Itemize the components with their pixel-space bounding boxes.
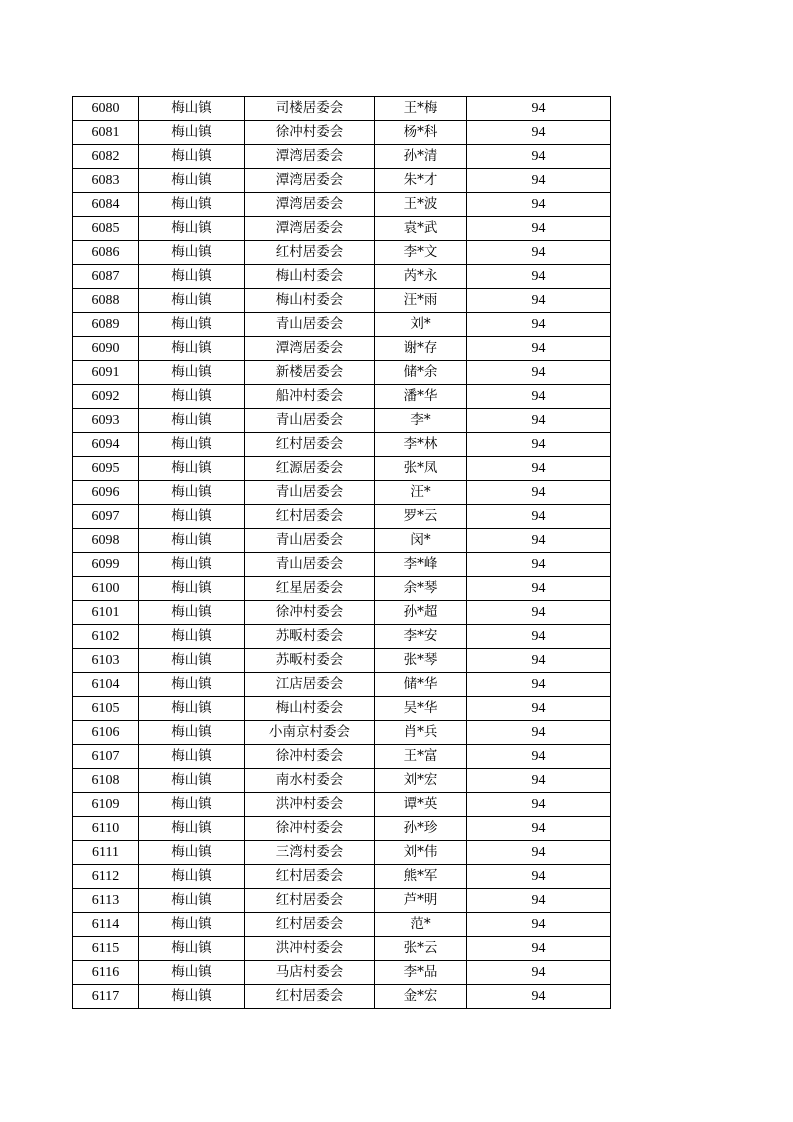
- village-committee-cell: 青山居委会: [245, 481, 375, 505]
- person-name-cell: 谭*英: [375, 793, 467, 817]
- village-committee-cell: 梅山村委会: [245, 265, 375, 289]
- record-number: 6114: [73, 913, 139, 937]
- town-cell: 梅山镇: [139, 985, 245, 1009]
- village-committee-cell: 三湾村委会: [245, 841, 375, 865]
- village-committee-cell: 梅山村委会: [245, 697, 375, 721]
- score-cell: 94: [467, 481, 611, 505]
- village-committee-cell: 司楼居委会: [245, 97, 375, 121]
- person-name-cell: 王*波: [375, 193, 467, 217]
- table-row: [73, 913, 611, 937]
- town-cell: 梅山镇: [139, 841, 245, 865]
- score-cell: 94: [467, 721, 611, 745]
- village-committee-cell: 马店村委会: [245, 961, 375, 985]
- person-name-cell: 孙*清: [375, 145, 467, 169]
- record-number: 6085: [73, 217, 139, 241]
- score-cell: 94: [467, 745, 611, 769]
- town-cell: 梅山镇: [139, 745, 245, 769]
- record-number: 6094: [73, 433, 139, 457]
- score-cell: 94: [467, 289, 611, 313]
- score-cell: 94: [467, 817, 611, 841]
- table-row: [73, 121, 611, 145]
- table-row: [73, 457, 611, 481]
- person-name-cell: 孙*珍: [375, 817, 467, 841]
- table-row: [73, 793, 611, 817]
- person-name-cell: 芮*永: [375, 265, 467, 289]
- person-name-cell: 张*凤: [375, 457, 467, 481]
- person-name-cell: 王*梅: [375, 97, 467, 121]
- village-committee-cell: 红村居委会: [245, 241, 375, 265]
- person-name-cell: 储*余: [375, 361, 467, 385]
- record-number: 6086: [73, 241, 139, 265]
- town-cell: 梅山镇: [139, 433, 245, 457]
- town-cell: 梅山镇: [139, 769, 245, 793]
- town-cell: 梅山镇: [139, 553, 245, 577]
- record-number: 6097: [73, 505, 139, 529]
- village-committee-cell: 红村居委会: [245, 505, 375, 529]
- table-row: [73, 577, 611, 601]
- table-row: [73, 697, 611, 721]
- table-row: [73, 505, 611, 529]
- village-committee-cell: 青山居委会: [245, 529, 375, 553]
- person-name-cell: 杨*科: [375, 121, 467, 145]
- village-committee-cell: 红源居委会: [245, 457, 375, 481]
- records-table-body: [73, 97, 611, 1009]
- score-cell: 94: [467, 697, 611, 721]
- record-number: 6107: [73, 745, 139, 769]
- table-row: [73, 337, 611, 361]
- person-name-cell: 李*文: [375, 241, 467, 265]
- score-cell: 94: [467, 121, 611, 145]
- town-cell: 梅山镇: [139, 121, 245, 145]
- record-number: 6083: [73, 169, 139, 193]
- score-cell: 94: [467, 673, 611, 697]
- record-number: 6102: [73, 625, 139, 649]
- village-committee-cell: 红村居委会: [245, 889, 375, 913]
- table-row: [73, 97, 611, 121]
- table-row: [73, 625, 611, 649]
- score-cell: 94: [467, 193, 611, 217]
- village-committee-cell: 南水村委会: [245, 769, 375, 793]
- village-committee-cell: 江店居委会: [245, 673, 375, 697]
- record-number: 6104: [73, 673, 139, 697]
- score-cell: 94: [467, 553, 611, 577]
- record-number: 6095: [73, 457, 139, 481]
- town-cell: 梅山镇: [139, 457, 245, 481]
- person-name-cell: 肖*兵: [375, 721, 467, 745]
- score-cell: 94: [467, 457, 611, 481]
- table-row: [73, 217, 611, 241]
- village-committee-cell: 红村居委会: [245, 865, 375, 889]
- town-cell: 梅山镇: [139, 169, 245, 193]
- village-committee-cell: 红星居委会: [245, 577, 375, 601]
- score-cell: 94: [467, 361, 611, 385]
- town-cell: 梅山镇: [139, 865, 245, 889]
- score-cell: 94: [467, 601, 611, 625]
- table-row: [73, 481, 611, 505]
- village-committee-cell: 徐冲村委会: [245, 121, 375, 145]
- person-name-cell: 芦*明: [375, 889, 467, 913]
- record-number: 6099: [73, 553, 139, 577]
- score-cell: 94: [467, 337, 611, 361]
- person-name-cell: 李*: [375, 409, 467, 433]
- village-committee-cell: 船冲村委会: [245, 385, 375, 409]
- table-row: [73, 169, 611, 193]
- person-name-cell: 王*富: [375, 745, 467, 769]
- town-cell: 梅山镇: [139, 337, 245, 361]
- table-row: [73, 937, 611, 961]
- village-committee-cell: 潭湾居委会: [245, 145, 375, 169]
- record-number: 6093: [73, 409, 139, 433]
- village-committee-cell: 苏畈村委会: [245, 649, 375, 673]
- score-cell: 94: [467, 169, 611, 193]
- score-cell: 94: [467, 505, 611, 529]
- town-cell: 梅山镇: [139, 265, 245, 289]
- village-committee-cell: 洪冲村委会: [245, 937, 375, 961]
- table-row: [73, 289, 611, 313]
- town-cell: 梅山镇: [139, 409, 245, 433]
- town-cell: 梅山镇: [139, 577, 245, 601]
- village-committee-cell: 青山居委会: [245, 409, 375, 433]
- village-committee-cell: 洪冲村委会: [245, 793, 375, 817]
- record-number: 6098: [73, 529, 139, 553]
- town-cell: 梅山镇: [139, 145, 245, 169]
- score-cell: 94: [467, 625, 611, 649]
- table-row: [73, 649, 611, 673]
- table-row: [73, 721, 611, 745]
- town-cell: 梅山镇: [139, 241, 245, 265]
- village-committee-cell: 潭湾居委会: [245, 217, 375, 241]
- table-row: [73, 385, 611, 409]
- person-name-cell: 李*峰: [375, 553, 467, 577]
- record-number: 6111: [73, 841, 139, 865]
- table-row: [73, 817, 611, 841]
- person-name-cell: 余*琴: [375, 577, 467, 601]
- town-cell: 梅山镇: [139, 937, 245, 961]
- village-committee-cell: 红村居委会: [245, 913, 375, 937]
- table-row: [73, 145, 611, 169]
- person-name-cell: 汪*: [375, 481, 467, 505]
- village-committee-cell: 青山居委会: [245, 553, 375, 577]
- person-name-cell: 吴*华: [375, 697, 467, 721]
- record-number: 6080: [73, 97, 139, 121]
- village-committee-cell: 青山居委会: [245, 313, 375, 337]
- town-cell: 梅山镇: [139, 961, 245, 985]
- person-name-cell: 李*林: [375, 433, 467, 457]
- score-cell: 94: [467, 985, 611, 1009]
- table-row: [73, 841, 611, 865]
- table-row: [73, 193, 611, 217]
- village-committee-cell: 潭湾居委会: [245, 193, 375, 217]
- person-name-cell: 范*: [375, 913, 467, 937]
- table-row: [73, 673, 611, 697]
- record-number: 6081: [73, 121, 139, 145]
- town-cell: 梅山镇: [139, 505, 245, 529]
- village-committee-cell: 梅山村委会: [245, 289, 375, 313]
- village-committee-cell: 徐冲村委会: [245, 601, 375, 625]
- village-committee-cell: 红村居委会: [245, 433, 375, 457]
- town-cell: 梅山镇: [139, 913, 245, 937]
- record-number: 6088: [73, 289, 139, 313]
- score-cell: 94: [467, 409, 611, 433]
- record-number: 6108: [73, 769, 139, 793]
- person-name-cell: 金*宏: [375, 985, 467, 1009]
- village-committee-cell: 潭湾居委会: [245, 337, 375, 361]
- town-cell: 梅山镇: [139, 817, 245, 841]
- town-cell: 梅山镇: [139, 481, 245, 505]
- table-row: [73, 745, 611, 769]
- score-cell: 94: [467, 217, 611, 241]
- person-name-cell: 朱*才: [375, 169, 467, 193]
- village-committee-cell: 潭湾居委会: [245, 169, 375, 193]
- village-committee-cell: 徐冲村委会: [245, 817, 375, 841]
- score-cell: 94: [467, 529, 611, 553]
- person-name-cell: 张*琴: [375, 649, 467, 673]
- table-row: [73, 553, 611, 577]
- table-row: [73, 265, 611, 289]
- person-name-cell: 潘*华: [375, 385, 467, 409]
- town-cell: 梅山镇: [139, 313, 245, 337]
- table-row: [73, 985, 611, 1009]
- score-cell: 94: [467, 433, 611, 457]
- town-cell: 梅山镇: [139, 793, 245, 817]
- records-table: [72, 96, 611, 1009]
- record-number: 6096: [73, 481, 139, 505]
- score-cell: 94: [467, 769, 611, 793]
- record-number: 6090: [73, 337, 139, 361]
- score-cell: 94: [467, 793, 611, 817]
- record-number: 6103: [73, 649, 139, 673]
- record-number: 6101: [73, 601, 139, 625]
- person-name-cell: 闵*: [375, 529, 467, 553]
- record-number: 6091: [73, 361, 139, 385]
- town-cell: 梅山镇: [139, 217, 245, 241]
- town-cell: 梅山镇: [139, 889, 245, 913]
- person-name-cell: 储*华: [375, 673, 467, 697]
- village-committee-cell: 新楼居委会: [245, 361, 375, 385]
- person-name-cell: 孙*超: [375, 601, 467, 625]
- score-cell: 94: [467, 265, 611, 289]
- record-number: 6113: [73, 889, 139, 913]
- person-name-cell: 刘*: [375, 313, 467, 337]
- score-cell: 94: [467, 97, 611, 121]
- person-name-cell: 袁*武: [375, 217, 467, 241]
- town-cell: 梅山镇: [139, 529, 245, 553]
- town-cell: 梅山镇: [139, 289, 245, 313]
- person-name-cell: 熊*军: [375, 865, 467, 889]
- table-row: [73, 889, 611, 913]
- town-cell: 梅山镇: [139, 697, 245, 721]
- score-cell: 94: [467, 937, 611, 961]
- town-cell: 梅山镇: [139, 193, 245, 217]
- record-number: 6089: [73, 313, 139, 337]
- score-cell: 94: [467, 961, 611, 985]
- person-name-cell: 谢*存: [375, 337, 467, 361]
- table-row: [73, 241, 611, 265]
- score-cell: 94: [467, 889, 611, 913]
- village-committee-cell: 苏畈村委会: [245, 625, 375, 649]
- table-row: [73, 601, 611, 625]
- score-cell: 94: [467, 313, 611, 337]
- record-number: 6105: [73, 697, 139, 721]
- score-cell: 94: [467, 145, 611, 169]
- score-cell: 94: [467, 841, 611, 865]
- record-number: 6112: [73, 865, 139, 889]
- town-cell: 梅山镇: [139, 721, 245, 745]
- record-number: 6084: [73, 193, 139, 217]
- table-row: [73, 409, 611, 433]
- town-cell: 梅山镇: [139, 385, 245, 409]
- person-name-cell: 罗*云: [375, 505, 467, 529]
- score-cell: 94: [467, 385, 611, 409]
- table-row: [73, 961, 611, 985]
- person-name-cell: 张*云: [375, 937, 467, 961]
- table-row: [73, 769, 611, 793]
- score-cell: 94: [467, 577, 611, 601]
- person-name-cell: 汪*雨: [375, 289, 467, 313]
- record-number: 6117: [73, 985, 139, 1009]
- record-number: 6116: [73, 961, 139, 985]
- table-row: [73, 313, 611, 337]
- score-cell: 94: [467, 865, 611, 889]
- town-cell: 梅山镇: [139, 601, 245, 625]
- record-number: 6115: [73, 937, 139, 961]
- record-number: 6092: [73, 385, 139, 409]
- table-row: [73, 529, 611, 553]
- town-cell: 梅山镇: [139, 673, 245, 697]
- town-cell: 梅山镇: [139, 361, 245, 385]
- record-number: 6106: [73, 721, 139, 745]
- person-name-cell: 刘*宏: [375, 769, 467, 793]
- record-number: 6100: [73, 577, 139, 601]
- record-number: 6109: [73, 793, 139, 817]
- table-row: [73, 361, 611, 385]
- village-committee-cell: 徐冲村委会: [245, 745, 375, 769]
- town-cell: 梅山镇: [139, 97, 245, 121]
- table-row: [73, 865, 611, 889]
- record-number: 6087: [73, 265, 139, 289]
- person-name-cell: 李*安: [375, 625, 467, 649]
- score-cell: 94: [467, 649, 611, 673]
- village-committee-cell: 小南京村委会: [245, 721, 375, 745]
- town-cell: 梅山镇: [139, 649, 245, 673]
- village-committee-cell: 红村居委会: [245, 985, 375, 1009]
- town-cell: 梅山镇: [139, 625, 245, 649]
- record-number: 6110: [73, 817, 139, 841]
- score-cell: 94: [467, 241, 611, 265]
- person-name-cell: 刘*伟: [375, 841, 467, 865]
- table-row: [73, 433, 611, 457]
- score-cell: 94: [467, 913, 611, 937]
- record-number: 6082: [73, 145, 139, 169]
- person-name-cell: 李*品: [375, 961, 467, 985]
